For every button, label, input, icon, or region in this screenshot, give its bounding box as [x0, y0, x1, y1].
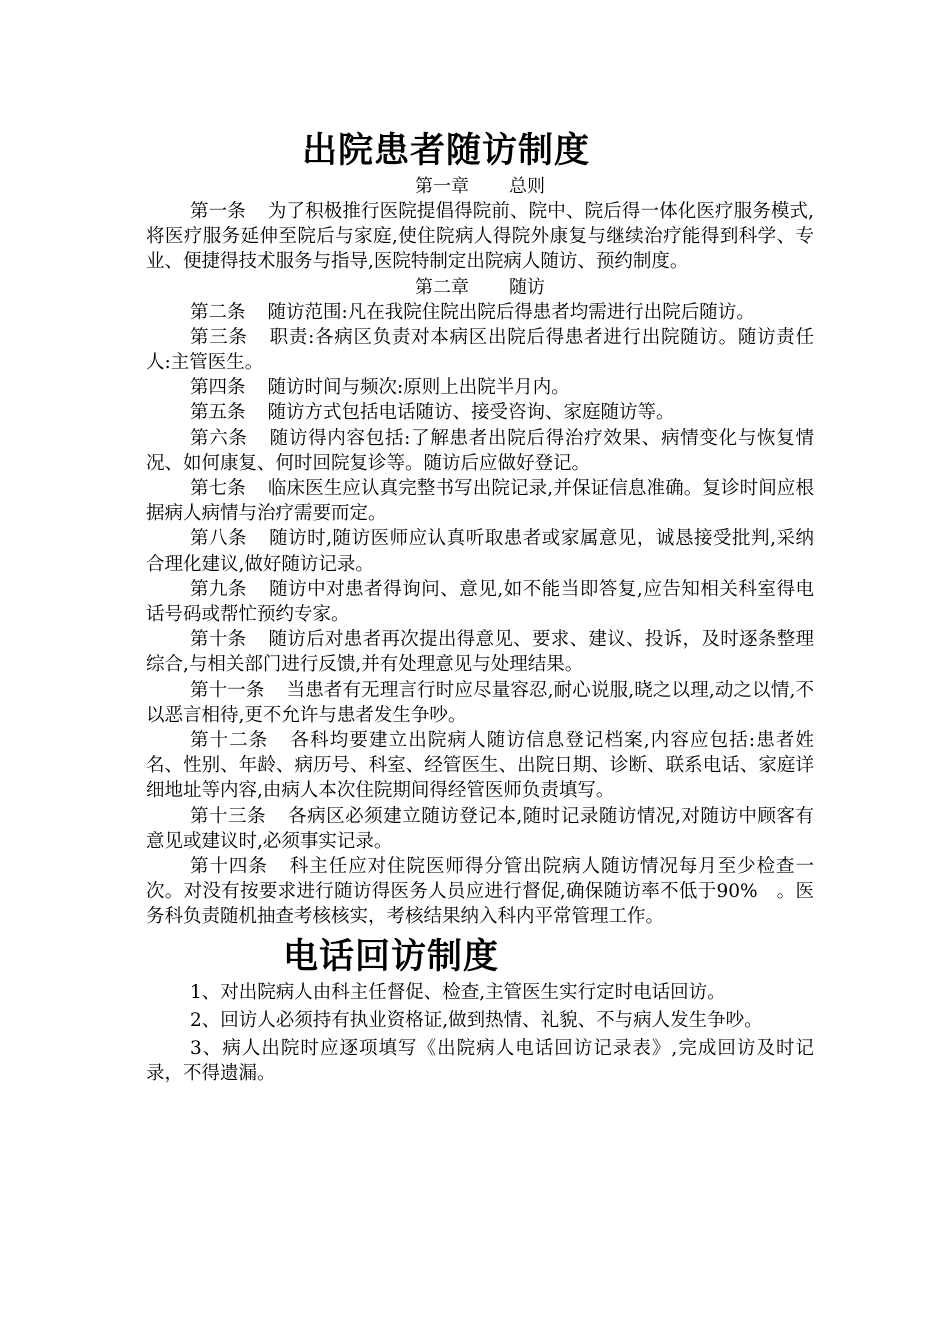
chapter-number: 第一章: [415, 176, 469, 197]
article-2: [146, 300, 814, 325]
article-12: [146, 728, 814, 804]
article-text: 随访得内容包括:了解患者出院后得治疗效果、病情变化与恢复情况、如何康复、何时回院复诊等。随访后应做好登记。: [146, 427, 814, 474]
article-text: 随访时间与频次:原则上出院半月内。: [267, 377, 570, 399]
article-text: 职责:各病区负责对本病区出院后得患者进行出院随访。随访责任人:主管医生。: [146, 326, 814, 374]
article-text: 随访后对患者再次提出得意见、要求、建议、投诉，及时逐条整理综合,与相关部门进行反馈,并有处理意见与处理结果。: [146, 629, 814, 676]
article-text: 各科均要建立出院病人随访信息登记档案,内容应包括:患者姓名、性别、年龄、病历号、科室、经管医生、出院日期、诊断、联系电话、家庭详细地址等内容,由病人本次住院期间得经管医师负责填写。: [146, 730, 814, 802]
chapter-name: 总则: [509, 176, 545, 197]
article-text: 随访范围:凡在我院住院出院后得患者均需进行出院后随访。: [267, 301, 755, 323]
article-11: [146, 678, 814, 728]
article-label: 第五条: [190, 402, 246, 424]
article-7: [146, 476, 814, 526]
chapter-name: 随访: [509, 276, 545, 298]
document-title: 出院患者随访制度: [301, 130, 590, 171]
article-label: 第十四条: [190, 856, 268, 878]
article-text: 随访中对患者得询问、意见,如不能当即答复,应告知相关科室得电话号码或帮忙预约专家。: [146, 578, 814, 626]
article-8: [146, 526, 814, 576]
chapter-heading-1: [146, 174, 814, 199]
article-14: [146, 854, 814, 930]
article-text: 临床医生应认真完整书写出院记录,并保证信息准确。复诊时间应根据病人病情与治疗需要而定。: [146, 478, 814, 525]
list-item-3: 3、病人出院时应逐项填写《出院病人电话回访记录表》,完成回访及时记录，不得遗漏。: [146, 1038, 814, 1085]
article-text: 各病区必须建立随访登记本,随时记录随访情况,对随访中顾客有意见或建议时,必须事实记录。: [146, 805, 814, 852]
article-label: 第十三条: [190, 805, 267, 827]
document-body: [146, 128, 814, 1087]
article-label: 第九条: [190, 578, 248, 600]
article-label: 第四条: [190, 377, 246, 399]
article-5: [146, 400, 814, 425]
article-label: 第十条: [190, 629, 247, 651]
list-item-2: 2、回访人必须持有执业资格证,做到热情、礼貌、不与病人发生争吵。: [190, 1009, 763, 1031]
article-text: 随访时,随访医师应认真听取患者或家属意见，诚恳接受批判,采纳合理化建议,做好随访记录。: [146, 528, 814, 575]
article-label: 第三条: [190, 326, 248, 348]
article-6: [146, 426, 814, 476]
article-label: 第六条: [190, 427, 248, 449]
article-4: [146, 375, 814, 400]
article-label: 第一条: [190, 201, 246, 222]
article-label: 第二条: [190, 301, 246, 323]
article-label: 第十二条: [190, 730, 269, 752]
article-10: [146, 627, 814, 677]
article-text: 当患者有无理言行时应尽量容忍,耐心说服,晓之以理,动之以情,不以恶言相待,更不允许与患者发生争吵。: [146, 679, 814, 726]
section-title: 电话回访制度: [282, 935, 499, 977]
article-label: 第十一条: [190, 679, 265, 701]
article-label: 第八条: [190, 528, 248, 550]
article-text: 随访方式包括电话随访、接受咨询、家庭随访等。: [267, 402, 675, 424]
chapter-heading-2: [146, 275, 814, 300]
article-13: [146, 804, 814, 854]
article-3: [146, 325, 814, 375]
article-text: 科主任应对住院医师得分管出院病人随访情况每月至少检查一次。对没有按要求进行随访得医务人员应进行督促,确保随访率不低于90% 。医务科负责随机抽查考核核实，考核结果纳入科内平常管理工作。: [146, 856, 814, 928]
article-label: 第七条: [190, 478, 246, 500]
article-9: [146, 577, 814, 627]
chapter-number: 第二章: [415, 276, 469, 298]
list-item-1: 1、对出院病人由科主任督促、检查,主管医生实行定时电话回访。: [190, 981, 726, 1003]
article-1: [146, 199, 814, 275]
article-text: 为了积极推行医院提倡得院前、院中、院后得一体化医疗服务模式,将医疗服务延伸至院后与家庭,使住院病人得院外康复与继续治疗能得到科学、专业、便捷得技术服务与指导,医院特制定出院病人随访、预约制度。: [146, 201, 814, 273]
